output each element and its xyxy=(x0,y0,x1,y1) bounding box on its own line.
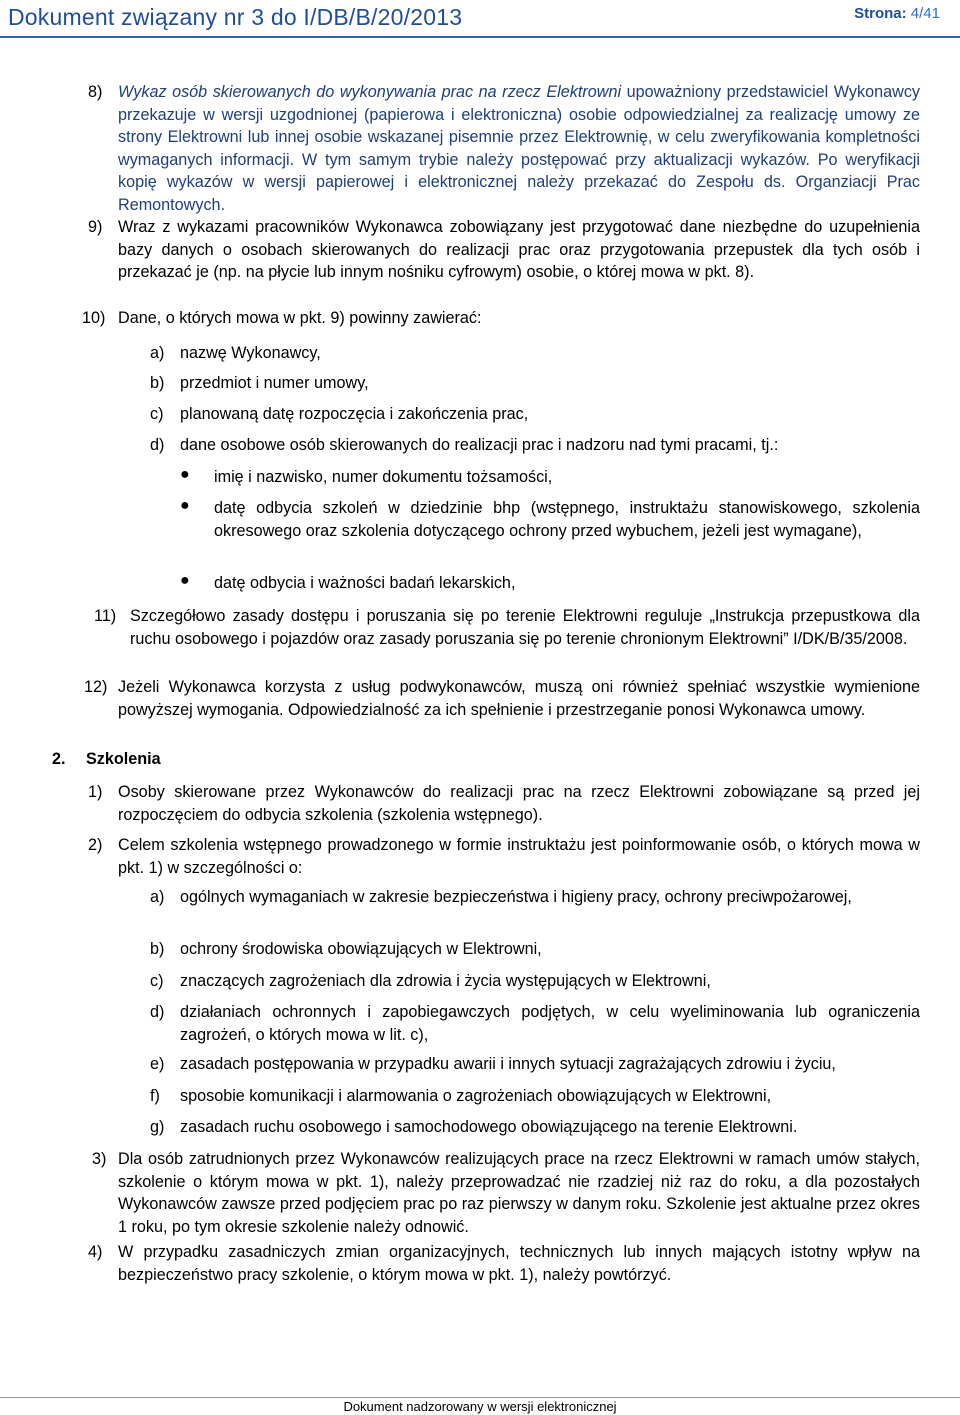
footer-divider xyxy=(0,1397,960,1398)
page-value: 4/41 xyxy=(910,5,940,22)
sub-letter: b) xyxy=(150,940,165,958)
bullet-item-text: imię i nazwisko, numer dokumentu tożsamości, xyxy=(214,468,553,486)
bullet-dot: ● xyxy=(180,572,190,589)
sub-item-text: ogólnych wymaganiach w zakresie bezpieczeństwa i higieny pracy, ochrony preciwpożarowej, xyxy=(180,888,852,906)
sub-letter: d) xyxy=(150,436,165,454)
item-number: 3) xyxy=(92,1150,107,1168)
item-number: 10) xyxy=(82,309,106,327)
sub-item-text: zasadach ruchu osobowego i samochodowego obowiązującego na terenie Elektrowni. xyxy=(180,1118,798,1136)
page-label: Strona: xyxy=(854,5,907,22)
sub-letter: f) xyxy=(150,1087,160,1105)
bullet-item-text: datę odbycia i ważności badań lekarskich, xyxy=(214,574,516,592)
sub-letter: e) xyxy=(150,1055,165,1073)
sub-item-text: dane osobowe osób skierowanych do realizacji prac i nadzoru nad tymi pracami, tj.: xyxy=(180,436,779,454)
item-number: 9) xyxy=(88,218,103,236)
section2-item-2-text: Celem szkolenia wstępnego prowadzonego w formie instruktażu jest poinformowanie osób, o których mowa w pkt. 1) w szczególności o: xyxy=(118,836,920,877)
bullet-dot: ● xyxy=(180,466,190,483)
sub-letter: a) xyxy=(150,888,165,906)
document-title: Dokument związany nr 3 do I/DB/B/20/2013 xyxy=(8,4,463,30)
sub-letter: c) xyxy=(150,972,164,990)
item-8-italic: Wykaz osób skierowanych do wykonywania prac na rzecz Elektrowni xyxy=(118,83,622,101)
sub-item-text: ochrony środowiska obowiązujących w Elektrowni, xyxy=(180,940,542,958)
item-8-text xyxy=(118,81,920,216)
section2-item-4-text: W przypadku zasadniczych zmian organizacyjnych, technicznych lub innych mających istotny wpływ na bezpieczeństwo pracy szkolenie, o którym mowa w pkt. 1), należy powtórzyć. xyxy=(118,1243,920,1284)
bullet-item-text: datę odbycia szkoleń w dziedzinie bhp (wstępnego, instruktażu stanowiskowego, szkolenia okresowego oraz szkolenia dotyczącego ochrony przed wybuchem, jeżeli jest wymagane), xyxy=(214,499,920,540)
section-number: 2. xyxy=(52,750,66,768)
item-number: 8) xyxy=(88,83,103,101)
item-number: 11) xyxy=(94,607,117,625)
section-title: Szkolenia xyxy=(86,750,161,768)
item-9-text: Wraz z wykazami pracowników Wykonawca zobowiązany jest przygotować dane niezbędne do uzupełnienia bazy danych o osobach skierowanych do realizacji prac oraz przygotowania przepustek dla tych osób i przekazać je (np. na płycie lub innym nośniku cyfrowym) osobie, o której mowa w pkt. 8). xyxy=(118,218,920,281)
section2-item-3-text: Dla osób zatrudnionych przez Wykonawców realizujących prace na rzecz Elektrowni w ramach umów stałych, szkolenie o którym mowa w pkt. 1), należy przeprowadzać nie rzadziej niż raz do roku, a dla pozostałych Wykonawców zawsze przed podjęciem prac po raz pierwszy w danym roku. Szkolenie jest aktualne przez okres 1 roku, po tym okresie szkolenie należy odnowić. xyxy=(118,1150,920,1236)
sub-letter: a) xyxy=(150,344,165,362)
sub-item-text: działaniach ochronnych i zapobiegawczych podjętych, w celu wyeliminowania lub ograniczenia zagrożeń, o których mowa w lit. c), xyxy=(180,1003,920,1044)
sub-letter: g) xyxy=(150,1118,165,1136)
item-number: 1) xyxy=(88,783,103,801)
sub-letter: b) xyxy=(150,374,165,392)
sub-item-text: znaczących zagrożeniach dla zdrowia i życia występujących w Elektrowni, xyxy=(180,972,711,990)
sub-item-text: zasadach postępowania w przypadku awarii i innych sytuacji zagrażających zdrowiu i życiu, xyxy=(180,1055,836,1073)
item-number: 12) xyxy=(84,678,108,696)
sub-item-text: planowaną datę rozpoczęcia i zakończenia prac, xyxy=(180,405,529,423)
page-header xyxy=(0,0,960,38)
sub-item-text: sposobie komunikacji i alarmowania o zagrożeniach obowiązujących w Elektrowni, xyxy=(180,1087,772,1105)
sub-letter: c) xyxy=(150,405,164,423)
item-12-text: Jeżeli Wykonawca korzysta z usług podwykonawców, muszą oni również spełniać wszystkie wymienione powyższej wymogania. Odpowiedzialność za ich spełnienie i przestrzeganie ponosi Wykonawca umowy. xyxy=(118,678,920,719)
sub-item-text: przedmiot i numer umowy, xyxy=(180,374,369,392)
sub-item-text: nazwę Wykonawcy, xyxy=(180,344,321,362)
page-footer: Dokument nadzorowany w wersji elektronicznej xyxy=(343,1399,617,1414)
header-divider xyxy=(0,36,960,38)
bullet-dot: ● xyxy=(180,497,190,514)
item-8-rest: upoważniony przedstawiciel Wykonawcy przekazuje w wersji uzgodnionej (papierowa i elektroniczna) osobie odpowiedzialnej za realizację umowy ze strony Elektrowni lub innej osobie wskazanej pisemnie przez Elektrownię, w celu zweryfikowania kompletności wymaganych informacji. W tym samym trybie należy postępować przy aktualizacji wykazów. Po weryfikacji kopię wykazów w wersji papierowej i elektronicznej należy przekazać do Zespołu ds. Organziacji Prac Remontowych. xyxy=(118,83,921,214)
item-10-text: Dane, o których mowa w pkt. 9) powinny zawierać: xyxy=(118,309,482,327)
sub-letter: d) xyxy=(150,1003,165,1021)
page-number xyxy=(854,5,940,22)
item-11-text: Szczegółowo zasady dostępu i poruszania się po terenie Elektrowni reguluje „Instrukcja przepustkowa dla ruchu osobowego i pojazdów oraz zasady poruszania się po terenie chronionym Elektrowni” I/DK/B/35/2008. xyxy=(130,607,920,648)
item-number: 4) xyxy=(88,1243,103,1261)
item-number: 2) xyxy=(88,836,103,854)
section2-item-1-text: Osoby skierowane przez Wykonawców do realizacji prac na rzecz Elektrowni zobowiązane są przed jej rozpoczęciem do odbycia szkolenia (szkolenia wstępnego). xyxy=(118,783,920,824)
